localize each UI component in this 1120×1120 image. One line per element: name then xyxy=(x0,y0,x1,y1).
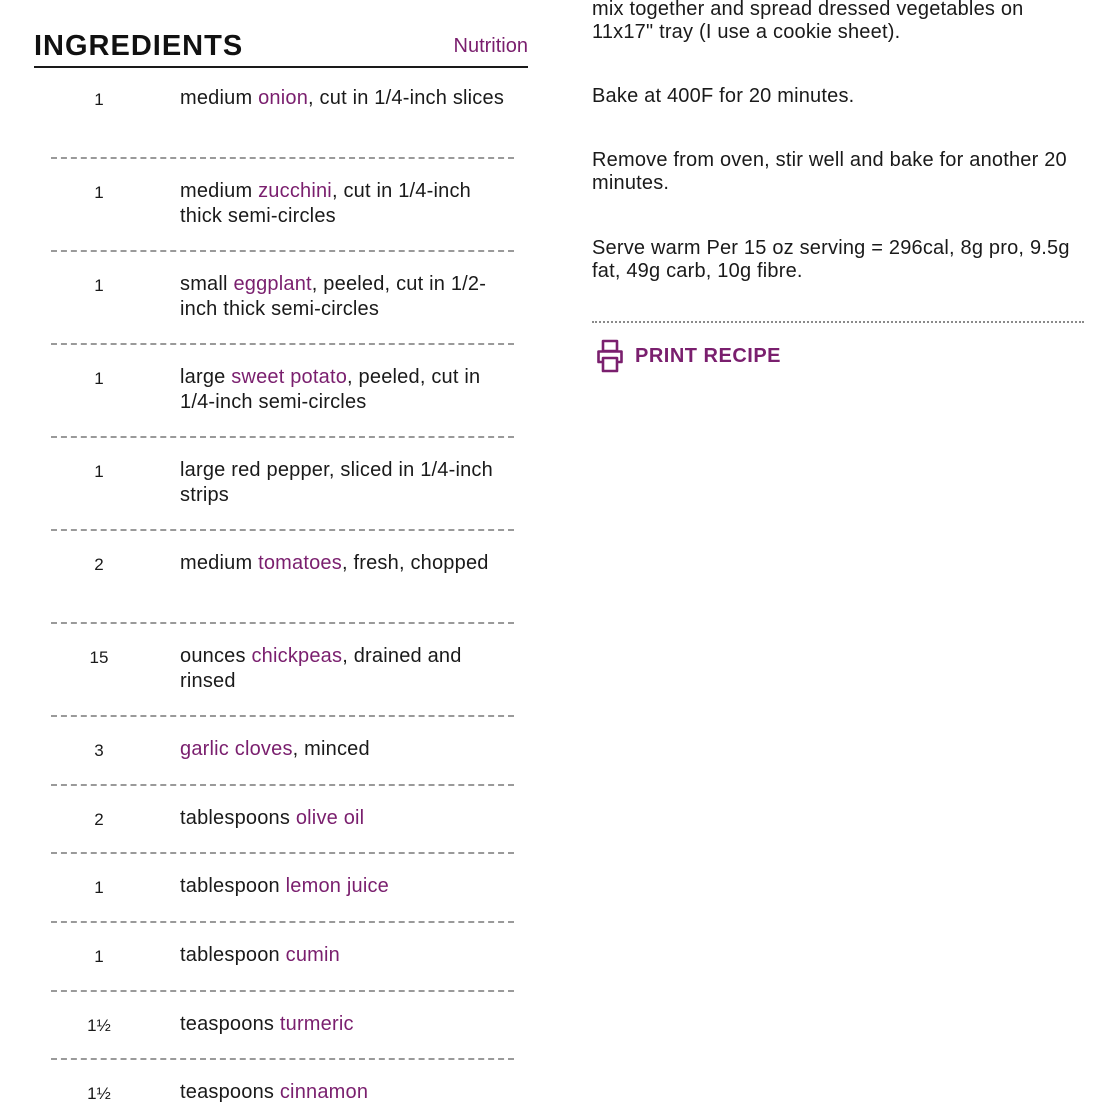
nutrition-link[interactable]: Nutrition xyxy=(453,35,528,57)
ingredient-text: , cut in 1/4-inch thick semi-circles xyxy=(180,180,471,227)
ingredient-link[interactable]: eggplant xyxy=(233,273,312,295)
ingredient-link[interactable]: turmeric xyxy=(279,1013,354,1035)
ingredient-text: , peeled, cut in 1/4-inch semi-circles xyxy=(180,366,481,413)
ingredient-text: teaspoons xyxy=(180,1081,280,1103)
ingredient-quantity: 1½ xyxy=(87,1016,111,1035)
ingredient-text: tablespoons xyxy=(180,807,296,829)
ingredient-row xyxy=(51,252,514,345)
ingredient-text: tablespoon xyxy=(180,944,286,966)
ingredient-description xyxy=(180,943,510,968)
ingredient-description xyxy=(180,365,510,415)
ingredient-quantity: 3 xyxy=(94,741,104,760)
ingredient-row xyxy=(51,1060,514,1112)
ingredient-text: large xyxy=(180,366,232,388)
ingredient-description xyxy=(180,874,510,899)
ingredient-row xyxy=(51,159,514,252)
ingredient-text: , drained and rinsed xyxy=(180,645,462,692)
print-recipe-button[interactable] xyxy=(596,339,781,373)
direction-step: Serve warm Per 15 oz serving = 296cal, 8g pro, 9.5g fat, 49g carb, 10g fibre. xyxy=(592,237,1070,282)
ingredient-link[interactable]: zucchini xyxy=(258,180,332,202)
ingredient-link[interactable]: cumin xyxy=(285,944,340,966)
ingredient-link[interactable]: tomatoes xyxy=(258,552,342,574)
ingredient-row xyxy=(51,992,514,1060)
ingredient-text: , minced xyxy=(292,738,370,760)
ingredient-row xyxy=(51,66,514,159)
ingredient-text: teaspoons xyxy=(180,1013,280,1035)
ingredient-text: , peeled, cut in 1/2-inch thick semi-circles xyxy=(180,273,487,320)
ingredient-quantity: 1 xyxy=(94,369,104,388)
ingredient-row xyxy=(51,854,514,923)
ingredient-description xyxy=(180,1080,510,1105)
ingredient-quantity: 1 xyxy=(94,90,104,109)
ingredient-text: tablespoon xyxy=(180,875,286,897)
ingredient-text: medium xyxy=(180,552,259,574)
ingredient-row xyxy=(51,345,514,438)
ingredient-quantity: 1 xyxy=(94,947,104,966)
ingredient-text: medium xyxy=(180,180,259,202)
direction-step: Bake at 400F for 20 minutes. xyxy=(592,85,855,107)
printer-icon xyxy=(596,339,624,373)
ingredient-row xyxy=(51,923,514,992)
ingredient-text: medium xyxy=(180,87,259,109)
ingredient-row xyxy=(51,717,514,786)
ingredient-quantity: 2 xyxy=(94,810,104,829)
ingredient-link[interactable]: cinnamon xyxy=(279,1081,369,1103)
ingredient-link[interactable]: chickpeas xyxy=(251,645,343,667)
ingredient-description xyxy=(180,806,510,831)
ingredient-text: , fresh, chopped xyxy=(341,552,489,574)
ingredient-description xyxy=(180,737,510,762)
direction-step: Remove from oven, stir well and bake for another 20 minutes. xyxy=(592,149,1067,194)
ingredient-link[interactable]: sweet potato xyxy=(231,366,348,388)
ingredient-quantity: 1 xyxy=(94,183,104,202)
ingredient-description xyxy=(180,86,510,111)
ingredient-quantity: 1 xyxy=(94,462,104,481)
ingredient-row xyxy=(51,531,514,624)
ingredient-quantity: 1½ xyxy=(87,1084,111,1103)
ingredient-text: small xyxy=(180,273,234,295)
direction-step: mix together and spread dressed vegetables on 11x17" tray (I use a cookie sheet). xyxy=(592,0,1024,43)
ingredient-link[interactable]: garlic cloves xyxy=(180,738,293,760)
ingredient-list xyxy=(51,66,514,1112)
ingredient-description xyxy=(180,458,510,508)
ingredients-header xyxy=(34,28,528,68)
ingredient-row xyxy=(51,624,514,717)
ingredient-quantity: 1 xyxy=(94,276,104,295)
print-recipe-label: PRINT RECIPE xyxy=(635,344,782,367)
ingredient-row xyxy=(51,786,514,854)
ingredient-row xyxy=(51,438,514,531)
ingredient-description xyxy=(180,272,510,322)
ingredient-quantity: 1 xyxy=(94,878,104,897)
ingredient-link[interactable]: onion xyxy=(258,87,309,109)
ingredient-link[interactable]: olive oil xyxy=(295,807,365,829)
ingredient-text: , cut in 1/4-inch slices xyxy=(308,87,505,109)
ingredient-text: ounces xyxy=(180,645,252,667)
ingredient-quantity: 2 xyxy=(94,555,104,574)
ingredient-link[interactable]: lemon juice xyxy=(285,875,389,897)
ingredient-quantity: 15 xyxy=(89,648,109,667)
ingredient-description xyxy=(180,551,510,576)
ingredients-title: INGREDIENTS xyxy=(34,30,244,62)
ingredient-description xyxy=(180,1012,510,1037)
ingredient-description xyxy=(180,179,510,229)
divider xyxy=(592,321,1084,323)
ingredient-description xyxy=(180,644,510,694)
ingredient-text: large red pepper, sliced in 1/4-inch strips xyxy=(180,459,493,506)
